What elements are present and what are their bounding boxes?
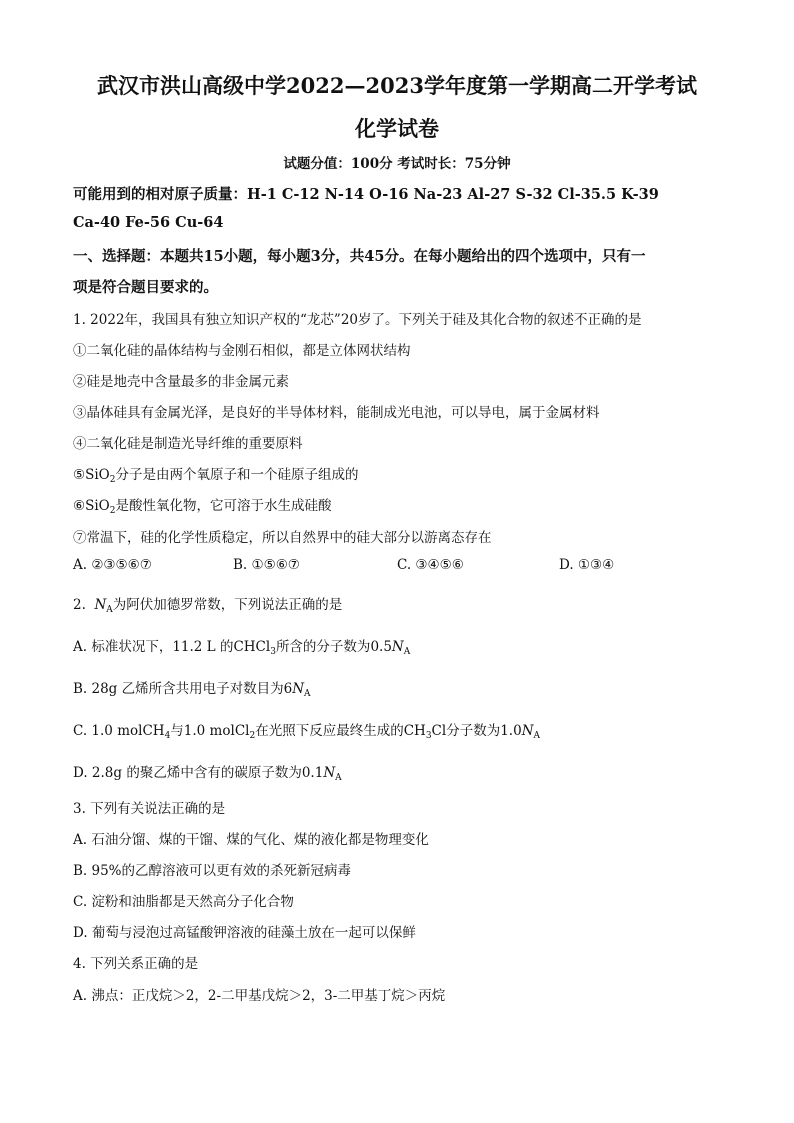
score-time-info: 试题分值：100分 考试时长：75分钟 [283, 156, 511, 172]
q1-option-a: A. ②③⑤⑥⑦ [73, 557, 152, 573]
q3-option-c: C. 淀粉和油脂都是天然高分子化合物 [73, 894, 294, 910]
q1-statement-4: ④二氧化硅是制造光导纤维的重要原料 [73, 436, 303, 452]
q1-statement-6: ⑥SiO$_2$是酸性氧化物，它可溶于水生成硅酸 [73, 498, 332, 516]
q2-option-a: A. 标准状况下，11.2 L 的CHCl$_3$所含的分子数为$0.5N_A$ [73, 639, 411, 657]
exam-title: 武汉市洪山高级中学2022—2023学年度第一学期高二开学考试 [97, 73, 697, 98]
q1-statement-1: ①二氧化硅的晶体结构与金刚石相似，都是立体网状结构 [73, 343, 411, 359]
q1-option-d: D. ①③④ [559, 557, 615, 573]
q1-statement-2: ②硅是地壳中含量最多的非金属元素 [73, 374, 289, 390]
q1-statement-3: ③晶体硅具有金属光泽，是良好的半导体材料，能制成光电池，可以导电，属于金属材料 [73, 405, 600, 421]
q2-option-b: B. 28g 乙烯所含共用电子对数目为$6N_A$ [73, 681, 311, 699]
q4-stem: 4. 下列关系正确的是 [73, 956, 199, 972]
q3-option-b: B. 95%的乙醇溶液可以更有效的杀死新冠病毒 [73, 863, 352, 879]
q4-option-a: A. 沸点：正戊烷＞2，2-二甲基戊烷＞2，3-二甲基丁烷＞丙烷 [73, 988, 446, 1004]
q1-statement-7: ⑦常温下，硅的化学性质稳定，所以自然界中的硅大部分以游离态存在 [73, 530, 492, 546]
q1-option-c: C. ③④⑤⑥ [397, 557, 464, 573]
atomic-mass-line-2: Ca-40 Fe-56 Cu-64 [73, 214, 224, 231]
q3-option-a: A. 石油分馏、煤的干馏、煤的气化、煤的液化都是物理变化 [73, 832, 429, 848]
exam-subtitle: 化学试卷 [355, 116, 439, 141]
section-heading-line-2: 项是符合题目要求的。 [73, 279, 218, 296]
section-heading-line-1: 一、选择题：本题共15小题，每小题3分，共45分。在每小题给出的四个选项中，只有一 [73, 248, 646, 265]
q1-statement-5: ⑤SiO$_2$分子是由两个氧原子和一个硅原子组成的 [73, 467, 359, 485]
q2-stem: 2. $N_A$为阿伏加德罗常数，下列说法正确的是 [73, 597, 343, 615]
q3-stem: 3. 下列有关说法正确的是 [73, 801, 226, 817]
atomic-mass-line-1: 可能用到的相对原子质量：H-1 C-12 N-14 O-16 Na-23 Al-27 S-32 Cl-35.5 K-39 [73, 186, 659, 203]
q2-option-d: D. 2.8g 的聚乙烯中含有的碳原子数为$0.1N_A$ [73, 765, 342, 783]
q1-stem: 1. 2022年，我国具有独立知识产权的“龙芯”20岁了。下列关于硅及其化合物的叙述不正确的是 [73, 312, 642, 328]
q3-option-d: D. 葡萄与浸泡过高锰酸钾溶液的硅藻土放在一起可以保鲜 [73, 925, 416, 941]
q2-option-c: C. 1.0 molCH$_4$与1.0 molCl$_2$在光照下反应最终生成的$CH_3Cl$分子数为$1.0N_A$ [73, 723, 540, 741]
q1-option-b: B. ①⑤⑥⑦ [233, 557, 300, 573]
